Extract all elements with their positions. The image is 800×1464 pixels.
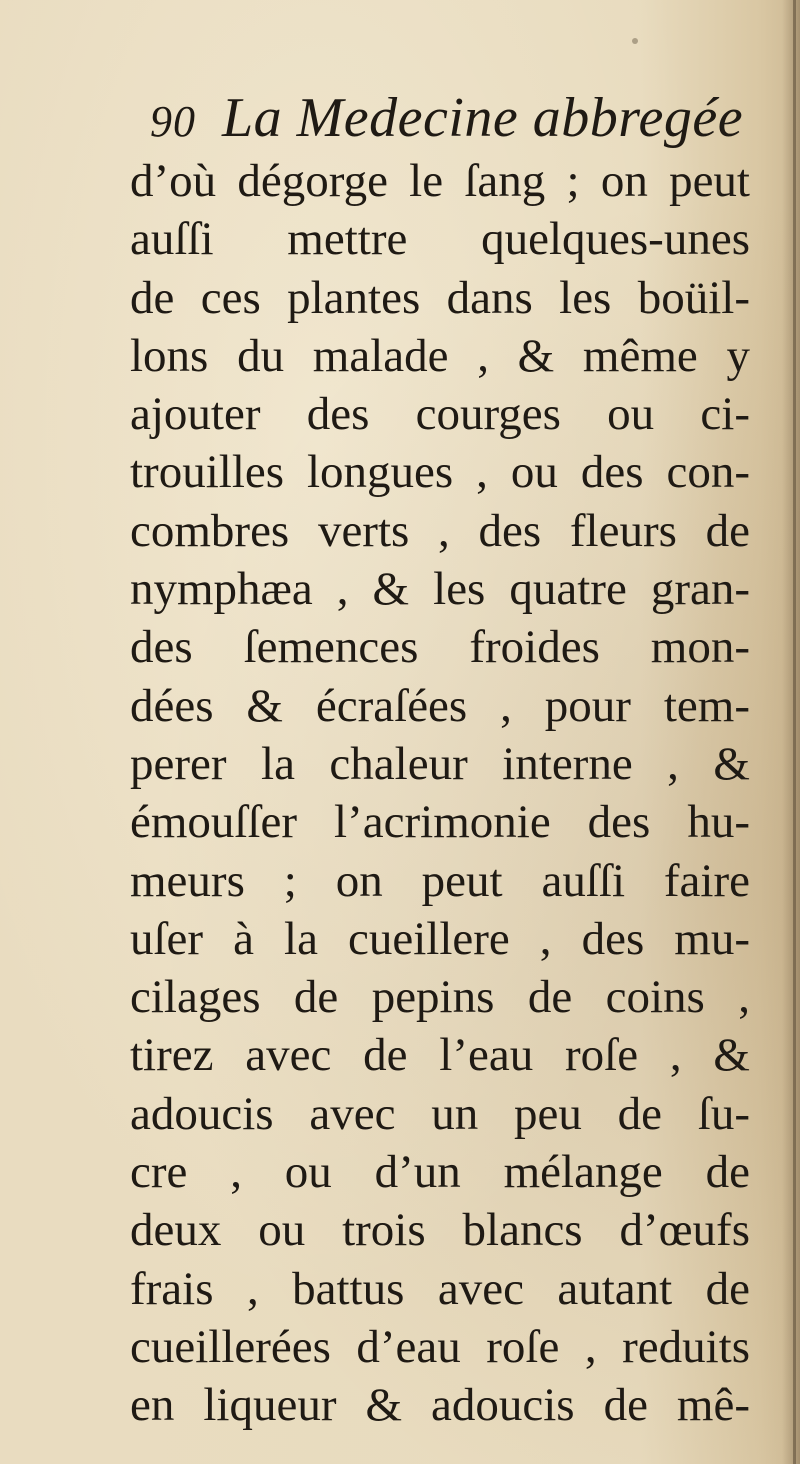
text-line: nymphæa , & les quatre gran- xyxy=(130,563,750,616)
text-line: frais , battus avec autant de xyxy=(130,1262,750,1315)
page-gutter-shadow xyxy=(782,0,800,1464)
text-line: cueillerées d’eau roſe , reduits xyxy=(130,1320,750,1373)
text-line: perer la chaleur interne , & xyxy=(130,737,750,790)
text-line: cilages de pepins de coins , xyxy=(130,971,750,1024)
text-line: auſſi mettre quelques-unes xyxy=(130,213,750,266)
text-line: tirez avec de l’eau roſe , & xyxy=(130,1029,750,1082)
text-line: uſer à la cueillere , des mu- xyxy=(130,912,750,965)
text-line: de ces plantes dans les boüil- xyxy=(130,271,750,324)
text-line: des ſemences froides mon- xyxy=(130,621,750,674)
ink-speck xyxy=(632,38,638,44)
text-line: d’où dégorge le ſang ; on peut xyxy=(130,155,750,207)
running-title: La Medecine abbregée xyxy=(222,87,744,149)
text-line: trouilles longues , ou des con- xyxy=(130,446,750,499)
text-line: cre , ou d’un mélange de xyxy=(130,1146,750,1199)
text-line: en liqueur & adoucis de mê- xyxy=(130,1379,750,1432)
text-line: adoucis avec un peu de ſu- xyxy=(130,1087,750,1140)
page-edge xyxy=(793,0,796,1464)
text-line: émouſſer l’acrimonie des hu- xyxy=(130,796,750,849)
text-line: combres verts , des fleurs de xyxy=(130,504,750,557)
text-line: dées & écraſées , pour tem- xyxy=(130,679,750,732)
text-line: meurs ; on peut auſſi faire xyxy=(130,854,750,907)
page-header xyxy=(150,86,750,150)
text-line: ajouter des courges ou ci- xyxy=(130,388,750,441)
body-text xyxy=(130,152,750,1435)
text-line: deux ou trois blancs d’œufs xyxy=(130,1204,750,1257)
page-number: 90 xyxy=(150,97,196,146)
text-line: lons du malade , & même y xyxy=(130,329,750,382)
